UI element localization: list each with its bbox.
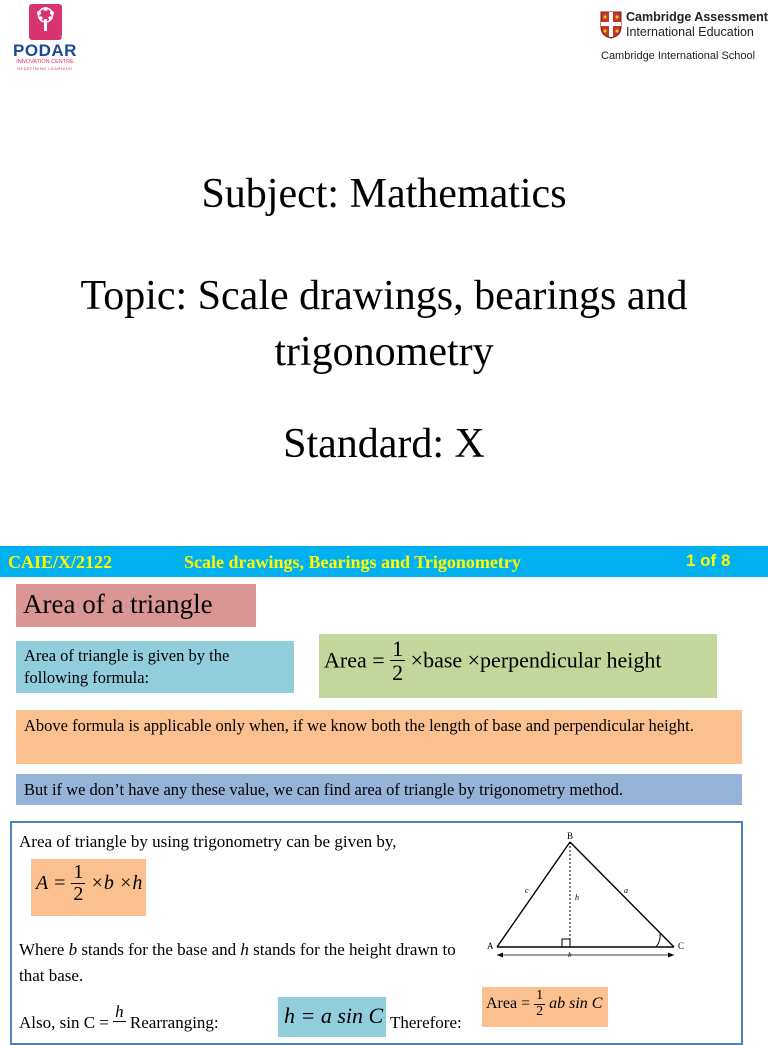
vertex-b-label: B <box>567 831 574 841</box>
half-base-height-formula <box>31 859 146 916</box>
formula-a-rhs: ×b ×h <box>90 872 143 894</box>
area-formula-lhs: Area = <box>324 647 385 673</box>
standard-title: Standard: X <box>283 421 485 467</box>
formula-a-lhs: A = <box>36 872 67 894</box>
trig-area-intro: Area of triangle by using trigonometry can be given by, <box>19 832 397 851</box>
rearranging-text: Rearranging: <box>129 1013 219 1032</box>
fraction-numerator: 1 <box>73 861 84 883</box>
triangle-diagram <box>482 827 692 967</box>
formula-description: Area of triangle is given by the following formula: <box>24 646 230 687</box>
vertex-c-label: C <box>678 941 685 951</box>
trig-area-fraction <box>534 989 545 1019</box>
chapter-title: Scale drawings, Bearings and Trigonometry <box>184 552 521 572</box>
sine-fraction <box>113 1003 126 1022</box>
topic-line-2: trigonometry <box>274 329 494 375</box>
sine-fraction-numerator: h <box>115 1001 124 1021</box>
h-formula-box <box>278 997 386 1037</box>
where-text-3: stands for the height drawn to that base. <box>19 940 456 985</box>
subject-title: Subject: Mathematics <box>201 171 567 217</box>
condition-note-box <box>16 710 742 764</box>
sine-relation-text: Also, sin C = <box>19 1013 109 1032</box>
area-formula-fraction <box>390 637 405 684</box>
side-a <box>570 842 674 947</box>
fraction-denominator: 2 <box>536 1003 544 1019</box>
page-indicator: 1 of 8 <box>686 551 731 570</box>
therefore-text: Therefore: <box>390 1013 462 1032</box>
height-label: h <box>575 893 579 902</box>
slide-header-bar <box>0 546 768 577</box>
formula-a-fraction <box>71 862 85 905</box>
area-formula-box <box>319 634 717 698</box>
arrow-head-right <box>668 953 674 958</box>
side-b-label: b <box>568 951 572 959</box>
podar-tagline: REDEFINING LEARNING <box>17 66 73 71</box>
side-a-label: a <box>624 886 628 895</box>
where-h: h <box>240 940 249 959</box>
cambridge-assessment-text: Cambridge Assessment <box>626 10 768 24</box>
cambridge-international-text: International Education <box>626 25 754 39</box>
h-formula: h = a sin C <box>284 1003 384 1028</box>
where-explanation <box>19 937 459 989</box>
topic-title <box>0 268 768 380</box>
cambridge-logo <box>600 10 768 66</box>
where-text-2: stands for the base and <box>77 940 241 959</box>
fraction-numerator: 1 <box>392 636 404 661</box>
formula-description-box <box>16 641 294 693</box>
fraction-numerator: 1 <box>536 988 544 1003</box>
where-text-1: Where <box>19 940 69 959</box>
right-angle-marker <box>562 939 570 947</box>
topic-line-1: Topic: Scale drawings, bearings and <box>80 273 688 319</box>
cambridge-school-text: Cambridge International School <box>601 50 756 62</box>
cambridge-shield-icon <box>600 11 622 39</box>
podar-wordmark: PODAR <box>13 41 77 60</box>
podar-logo <box>4 4 86 72</box>
angle-c-arc <box>656 933 660 947</box>
trig-area-panel <box>10 821 743 1045</box>
vertex-a-label: A <box>487 941 494 951</box>
trig-method-note: But if we don’t have any these value, we can find area of triangle by trigonometry method. <box>24 780 624 799</box>
fraction-denominator: 2 <box>73 883 84 905</box>
podar-since: Since 1927 <box>60 34 81 39</box>
trig-area-lhs: Area = <box>486 995 531 1013</box>
podar-tree-icon <box>29 4 81 40</box>
condition-note: Above formula is applicable only when, if we know both the length of base and perpendicular height. <box>24 716 694 735</box>
slide-heading-box <box>16 584 256 627</box>
trig-area-formula-box <box>482 987 608 1027</box>
side-c-label: c <box>525 886 529 895</box>
slide-heading: Area of a triangle <box>23 589 213 619</box>
podar-subtitle: INNOVATION CENTRE <box>16 59 74 65</box>
where-b: b <box>68 940 78 959</box>
arrow-head-left <box>497 953 503 958</box>
trig-area-rhs: ab sin C <box>549 995 603 1013</box>
fraction-denominator: 2 <box>392 660 404 686</box>
course-code: CAIE/X/2122 <box>8 552 113 572</box>
area-formula-rhs: ×base ×perpendicular height <box>410 647 662 673</box>
trig-method-box <box>16 774 742 805</box>
sine-relation <box>19 1001 219 1034</box>
side-c <box>497 842 570 947</box>
